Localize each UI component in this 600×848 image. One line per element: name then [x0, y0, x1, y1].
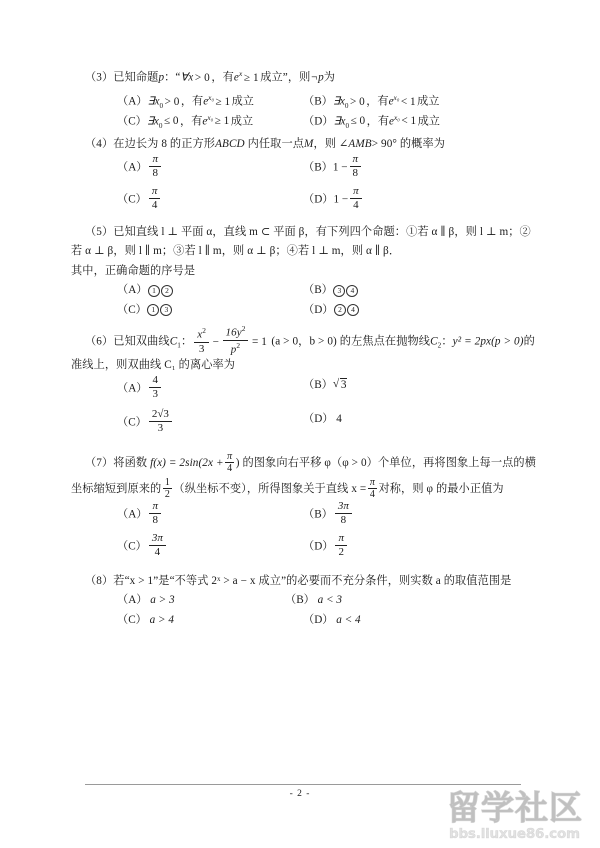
option-8-B-value: a < 3	[317, 594, 342, 607]
option-3-C-label: （C）	[117, 115, 147, 128]
option-8-A-label: （A）	[117, 594, 148, 607]
option-6-A-denominator: 3	[152, 388, 158, 401]
q7-frac3-num: π	[369, 476, 375, 488]
q6-c2-sub: 2	[437, 341, 442, 350]
option-7-C-denominator: 4	[154, 546, 161, 559]
footer-divider	[85, 784, 521, 785]
q3-gt0: > 0	[194, 71, 210, 84]
option-4-B-prefix: 1 −	[332, 161, 348, 174]
option-5-A[interactable]	[117, 281, 173, 301]
option-6-A-numerator: 4	[149, 375, 161, 389]
option-5-A-mark-1: 1	[148, 285, 160, 297]
option-4-D-label: （D）	[303, 193, 334, 206]
option-3-D-sub: 0	[345, 121, 350, 130]
option-7-D[interactable]	[303, 531, 349, 560]
option-5-D-label: （D）	[303, 303, 334, 316]
question-3-options-row-2	[85, 108, 520, 128]
question-8	[85, 572, 520, 631]
option-3-C-e: e	[202, 115, 208, 128]
question-5-options-row-1	[85, 281, 520, 301]
q3-quantifier: ∀x	[180, 71, 194, 84]
question-8-options-row-1	[85, 591, 520, 611]
q7-line1-b: ) 的图象向右平移 φ（φ > 0）个单位，再将图象上每一点的横	[235, 456, 536, 469]
option-4-C-label: （C）	[117, 193, 147, 206]
option-3-A-comma: ，有	[180, 95, 204, 108]
option-6-C-numerator: 2√3	[149, 409, 172, 423]
q4-m: M	[304, 138, 314, 151]
option-4-D-fraction	[350, 186, 362, 212]
option-6-A[interactable]	[117, 373, 163, 402]
question-4-number: （4）	[85, 138, 114, 151]
option-7-B-fraction	[335, 501, 352, 527]
question-5-stem-line-3	[71, 262, 520, 282]
question-5-stem-line-1	[85, 223, 531, 243]
q7-frac2-num: 1	[164, 476, 170, 488]
question-7-options-row-1	[85, 499, 520, 534]
option-7-B-denominator: 8	[340, 514, 347, 527]
question-3-stem	[85, 64, 520, 88]
question-7-stem-line-1	[85, 450, 536, 476]
question-7-number: （7）	[85, 456, 114, 469]
option-4-A-numerator: π	[149, 154, 161, 168]
question-4	[85, 135, 520, 219]
question-3-number: （3）	[85, 71, 114, 84]
q3-e: e	[233, 71, 239, 84]
page-number: - 2 -	[289, 789, 311, 799]
q6-colon2: ：	[441, 335, 453, 348]
option-3-A-cmp: ≥ 1	[215, 95, 231, 108]
question-5-stem-line-2	[71, 242, 520, 262]
option-6-C-fraction	[149, 409, 172, 435]
watermark-chinese-text: 留学社区	[447, 788, 583, 827]
option-8-B-label: （B）	[285, 594, 315, 607]
option-5-D[interactable]	[303, 301, 359, 321]
option-4-C-denominator: 4	[151, 199, 158, 212]
option-3-C-comma: ，有	[180, 115, 203, 128]
option-3-D-comma: ，有	[366, 115, 390, 128]
q3-exp-x: x	[238, 69, 243, 78]
option-6-C-denominator: 3	[157, 422, 164, 435]
q5-line1: 已知直线 l ⊥ 平面 α，直线 m ⊂ 平面 β，有下列四个命题：①若 α ∥ β，则 l ⊥ m；②	[113, 225, 531, 238]
q7-frac1-num: π	[227, 450, 233, 462]
sqrt-icon	[333, 376, 348, 396]
q7-function: f(x) = 2sin(2x +	[150, 456, 224, 469]
q3-negp: ¬p	[310, 71, 324, 84]
option-8-C-value: a > 4	[149, 613, 174, 626]
option-3-D-exists: ∃x	[333, 115, 346, 128]
question-5-number: （5）	[85, 225, 114, 238]
option-3-B-exists: ∃x	[332, 95, 345, 108]
option-3-C-esub: x₀	[207, 112, 214, 122]
q6-fraction-2: $\frac{16y^2}{p^2}$	[223, 325, 249, 356]
option-7-D-label: （D）	[303, 540, 334, 553]
option-5-B-label: （B）	[303, 284, 333, 297]
option-6-B-label: （B）	[303, 378, 333, 391]
option-4-A-denominator: 8	[152, 167, 158, 180]
question-6-stem-line-2	[71, 356, 520, 376]
option-3-A-label: （A）	[117, 95, 148, 108]
q4-stem-a: 在边长为 8 的正方形	[113, 138, 216, 151]
question-6-number: （6）	[85, 335, 114, 348]
option-4-C[interactable]	[117, 184, 162, 213]
q6-c1-sub: 1	[177, 341, 181, 350]
option-3-A-exists: ∃x	[147, 95, 160, 108]
option-4-A[interactable]	[117, 152, 163, 181]
option-5-C-label: （C）	[117, 303, 147, 316]
q7-line2-a: 坐标缩短到原来的	[71, 482, 162, 495]
q3-ge1: ≥ 1	[243, 71, 259, 84]
option-5-D-mark-1: 2	[334, 304, 346, 316]
q6-fraction-1: $\frac{x^2}{3}$	[194, 327, 209, 356]
exam-content	[71, 64, 536, 630]
q6-frac1-den: 3	[198, 342, 205, 355]
option-3-C-cmp: ≥ 1	[214, 115, 230, 128]
question-6	[71, 324, 535, 444]
question-4-options-row-1	[85, 152, 520, 187]
option-7-B-label: （B）	[303, 508, 333, 521]
question-3	[85, 64, 520, 130]
question-3-options-row-1	[85, 88, 520, 111]
q6-frac1-num: x	[197, 328, 203, 341]
option-6-B-radicand: 3	[340, 378, 347, 391]
option-3-D-tail: 成立	[417, 115, 440, 128]
q7-fraction-1	[225, 452, 234, 474]
question-6-options-row-1	[85, 373, 520, 410]
q6-frac2-num: 16y	[225, 326, 242, 339]
option-4-A-fraction	[149, 154, 161, 180]
q4-stem-d: > 90° 的概率为	[371, 138, 446, 151]
option-8-D-label: （D）	[303, 613, 334, 626]
q6-cond: (a > 0，b > 0) 的左焦点在抛物线	[271, 335, 431, 348]
q6-tail: 的	[523, 335, 535, 348]
question-6-stem-line-1: （6）已知双曲线$C_1$： $\frac{x^2}{3}$ − $\frac{16y^2}{p^2}$ = 1 (a > 0，b > 0) 的左焦点在抛物线$C_2$：y² = 2px(p > 0)的	[85, 324, 535, 357]
option-7-C-fraction	[149, 533, 166, 559]
option-7-A-label: （A）	[117, 508, 148, 521]
option-5-C[interactable]	[117, 301, 173, 321]
option-3-C-exists: ∃x	[146, 115, 159, 128]
option-5-C-mark-2: 3	[160, 304, 172, 316]
q4-stem-b: 内任取一点	[244, 138, 305, 151]
question-8-number: （8）	[85, 574, 114, 587]
watermark-url-text: bbs.liuxue86.com	[449, 826, 580, 842]
q6-line2: 准线上，则双曲线 C₁ 的离心率为	[71, 359, 236, 372]
question-6-options-row-2	[85, 407, 520, 444]
option-5-A-mark-2: 2	[161, 285, 173, 297]
q7-fraction-3	[368, 478, 377, 500]
option-5-B-mark-2: 4	[346, 285, 358, 297]
option-5-A-label: （A）	[117, 284, 148, 297]
option-3-D-rel: ≤ 0	[350, 115, 366, 128]
option-6-A-label: （A）	[117, 382, 148, 395]
option-6-D-label: （D）	[303, 412, 334, 425]
option-3-B-e: e	[388, 95, 394, 108]
q6-c2: C	[430, 335, 438, 348]
q6-colon: ：	[181, 335, 193, 348]
q8-stem: 若“x > 1”是“不等式 2ˣ > a − x 成立”的必要而不充分条件，则实数 a 的取值范围是	[113, 574, 512, 587]
option-6-B[interactable]	[303, 376, 347, 396]
option-4-C-numerator: π	[149, 186, 161, 200]
option-3-C[interactable]	[117, 108, 253, 136]
q3-colon: ：“	[164, 71, 181, 84]
option-7-C-numerator: 3π	[149, 533, 166, 547]
q6-frac2-den: p	[230, 344, 237, 357]
option-3-D[interactable]	[303, 108, 440, 136]
option-8-C[interactable]	[117, 611, 174, 631]
option-4-D-denominator: 4	[353, 199, 359, 212]
q7-line2-b: （纵坐标不变），所得图象关于直线 x =	[173, 482, 367, 495]
option-4-D[interactable]	[303, 184, 364, 213]
option-3-D-cmp: < 1	[401, 115, 417, 128]
option-7-C-label: （C）	[117, 540, 147, 553]
option-5-B[interactable]	[303, 281, 359, 301]
q4-stem-c: ，则 ∠	[313, 138, 349, 151]
question-7-stem-line-2	[71, 476, 520, 502]
option-6-A-fraction	[149, 375, 161, 401]
q3-comma: ，有	[211, 71, 234, 84]
option-3-D-label: （D）	[303, 115, 334, 128]
option-3-B-rel: > 0	[349, 95, 365, 108]
option-3-B-cmp: < 1	[400, 95, 416, 108]
option-4-B-fraction	[350, 154, 362, 180]
option-3-B-tail: 成立	[417, 95, 440, 108]
option-4-B-denominator: 8	[352, 167, 359, 180]
option-3-C-tail: 成立	[230, 115, 254, 128]
option-4-B-numerator: π	[350, 154, 362, 168]
option-6-D[interactable]	[303, 410, 342, 430]
option-8-B[interactable]	[285, 591, 342, 611]
option-7-D-numerator: π	[335, 533, 347, 547]
option-5-B-mark-1: 3	[333, 285, 345, 297]
q4-amb: AMB	[348, 138, 372, 151]
question-7-options-row-2	[85, 531, 520, 566]
option-3-D-esub: x₀	[394, 112, 400, 122]
option-3-A-tail: 成立	[231, 95, 254, 108]
option-7-D-denominator: 2	[338, 546, 344, 559]
q7-frac1-den: 4	[227, 462, 233, 474]
option-4-A-label: （A）	[117, 161, 148, 174]
q5-line2: 若 α ⊥ β，则 l ∥ m；③若 l ∥ m，则 α ⊥ β；④若 l ⊥ m，则 α ∥ β．	[71, 245, 401, 258]
option-8-D[interactable]	[303, 611, 361, 631]
option-6-D-value: 4	[336, 412, 342, 425]
option-4-D-numerator: π	[350, 186, 362, 200]
q6-parabola: y² = 2px(p > 0)	[452, 335, 524, 348]
option-7-C[interactable]	[117, 531, 168, 560]
option-3-A-esub: x₀	[208, 93, 215, 103]
option-7-A-fraction	[149, 501, 161, 527]
option-3-C-sub: 0	[158, 121, 163, 130]
question-7	[71, 450, 536, 566]
option-4-B[interactable]	[303, 152, 363, 181]
option-5-D-mark-2: 4	[347, 304, 359, 316]
option-7-A-denominator: 8	[152, 514, 158, 527]
q7-fraction-2	[163, 478, 172, 500]
option-3-D-e: e	[389, 115, 394, 128]
q6-c1: C	[169, 335, 178, 348]
option-8-A-value: a > 3	[150, 594, 175, 607]
option-3-A-e: e	[203, 95, 209, 108]
option-4-D-prefix: 1 −	[333, 193, 349, 206]
q4-abcd: ABCD	[215, 138, 245, 151]
option-8-A[interactable]	[117, 591, 175, 611]
q3-p: p	[158, 71, 165, 84]
question-8-stem	[85, 572, 520, 592]
option-7-D-fraction	[335, 533, 347, 559]
option-7-B[interactable]	[303, 499, 354, 528]
option-7-B-numerator: 3π	[335, 501, 352, 515]
q7-line1-a: 将函数	[113, 456, 148, 469]
option-7-A[interactable]	[117, 499, 163, 528]
q7-frac3-den: 4	[369, 488, 375, 500]
option-3-A-rel: > 0	[164, 95, 180, 108]
question-4-options-row-2	[85, 184, 520, 219]
option-5-C-mark-1: 1	[147, 304, 159, 316]
option-8-C-label: （C）	[117, 613, 147, 626]
option-3-A-sub: 0	[159, 102, 164, 111]
option-6-C-label: （C）	[117, 416, 147, 429]
option-7-A-numerator: π	[149, 501, 161, 515]
q7-line2-c: 对称，则 φ 的最小正值为	[378, 482, 504, 495]
q6-rhs: = 1	[251, 335, 267, 348]
option-3-C-rel: ≤ 0	[163, 115, 179, 128]
option-4-C-fraction	[149, 186, 161, 212]
q3-tail: 为	[323, 71, 336, 84]
option-3-B-label: （B）	[303, 95, 333, 108]
question-8-options-row-2	[85, 611, 520, 631]
option-3-B-comma: ，有	[366, 95, 389, 108]
option-3-B-sub: 0	[344, 102, 349, 111]
q6-lead: 已知双曲线	[113, 335, 170, 348]
question-4-stem	[85, 135, 520, 155]
option-6-C[interactable]	[117, 407, 174, 436]
question-5-options-row-2	[85, 301, 520, 321]
question-5	[71, 223, 531, 321]
option-3-B-esub: x₀	[393, 93, 400, 103]
q3-hold: 成立”，则	[260, 71, 311, 84]
q7-frac2-den: 2	[164, 488, 170, 500]
q5-line3: 其中，正确命题的序号是	[71, 264, 196, 277]
q3-stem-prefix: 已知命题	[113, 71, 159, 84]
option-8-D-value: a < 4	[336, 613, 361, 626]
option-4-B-label: （B）	[303, 161, 333, 174]
